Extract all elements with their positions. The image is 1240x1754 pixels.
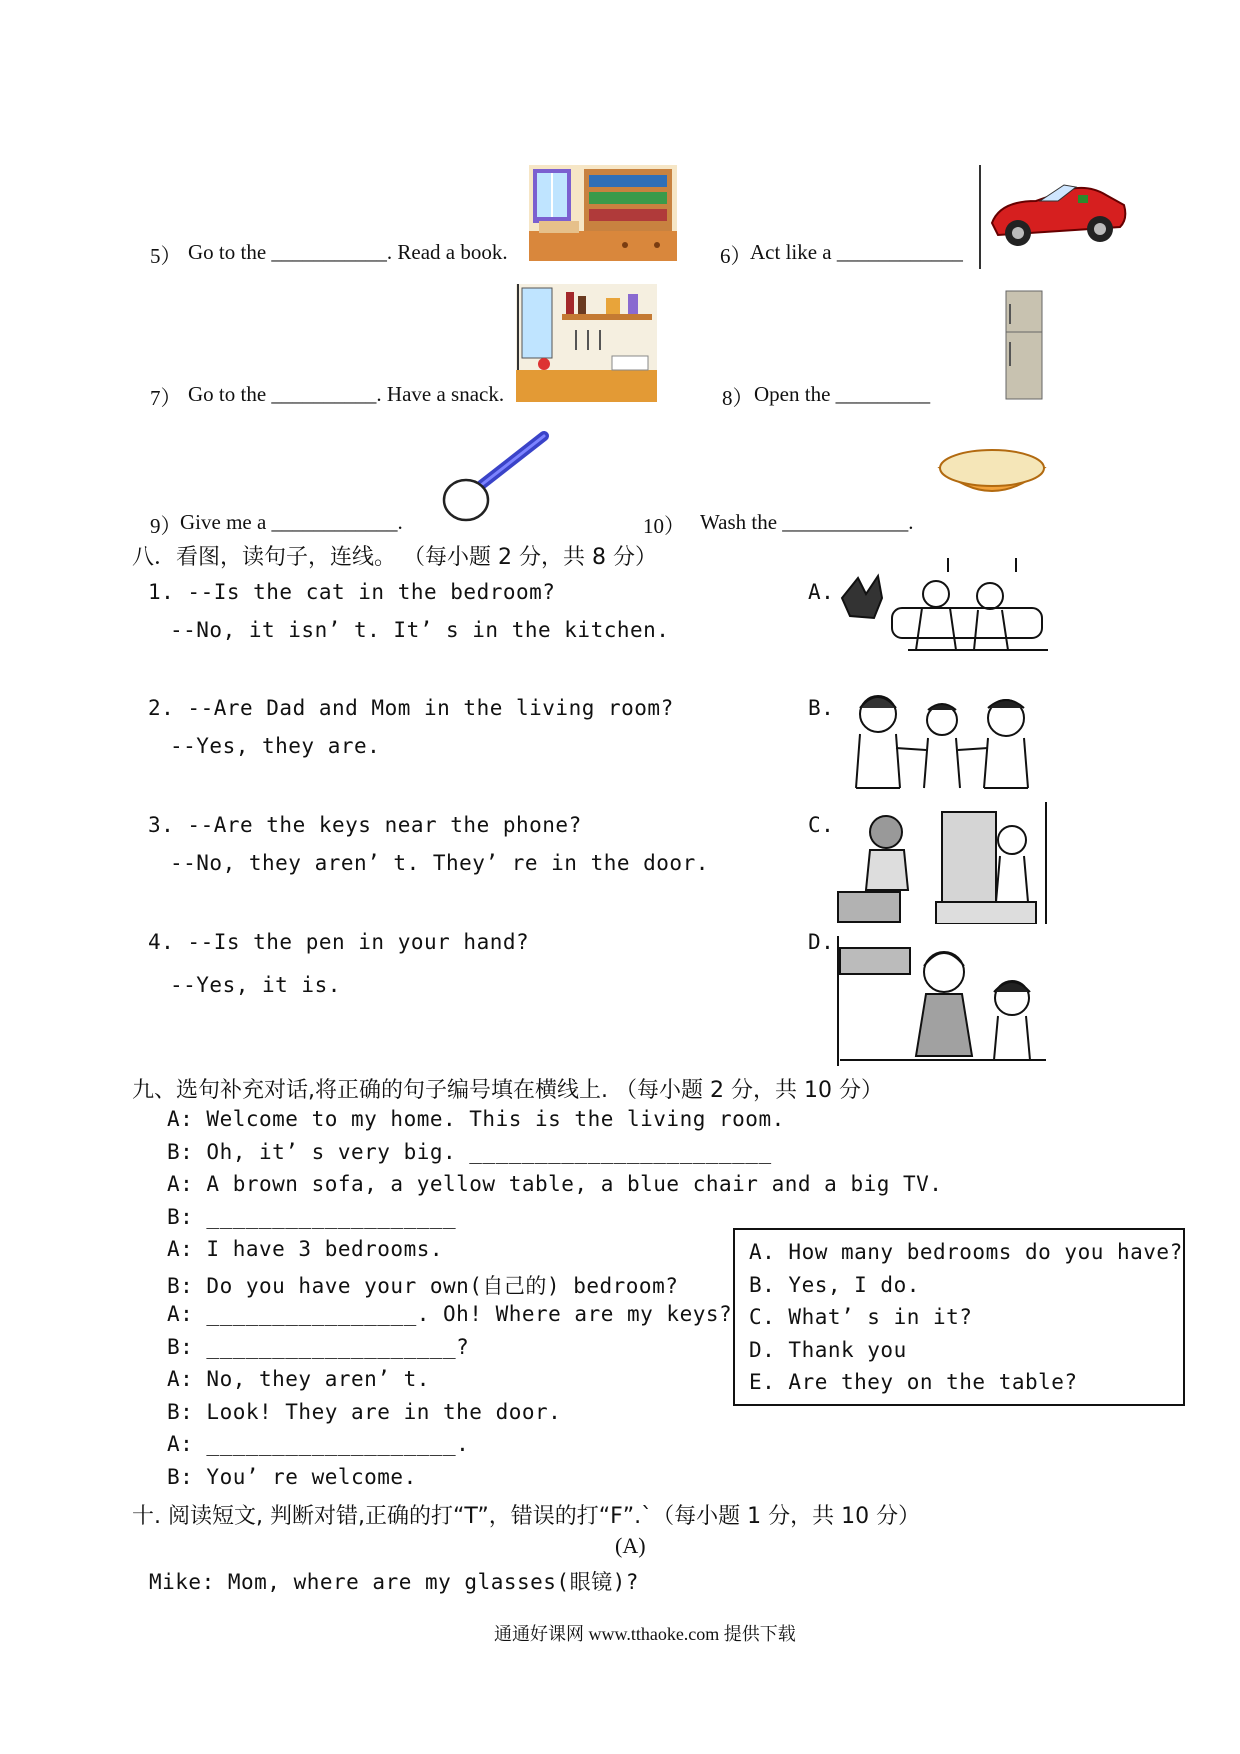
footer-source: 通通好课网 www.tthaoke.com 提供下载	[494, 1624, 796, 1644]
dialogue-line-7: A: ________________. Oh! Where are my keys?	[167, 1302, 733, 1326]
q3-question: 3. --Are the keys near the phone?	[148, 813, 582, 837]
item-7-number: 7）	[150, 386, 182, 410]
option-letter-c: C.	[808, 813, 835, 837]
dialogue-line-5: A: I have 3 bedrooms.	[167, 1237, 444, 1261]
fridge-picture	[1005, 290, 1043, 400]
passage-first-line: Mike: Mom, where are my glasses(眼镜)?	[149, 1570, 639, 1594]
dialogue-line-2: B: Oh, it’ s very big. _______________________	[167, 1140, 772, 1164]
q1-question: 1. --Is the cat in the bedroom?	[148, 580, 556, 604]
dialogue-line-12: B: You’ re welcome.	[167, 1465, 417, 1489]
option-letter-b: B.	[808, 696, 835, 720]
item-8-text: Open the _________	[754, 382, 931, 406]
q4-answer: --Yes, it is.	[170, 973, 341, 997]
dialogue-line-8: B: ___________________?	[167, 1335, 470, 1359]
q1-answer: --No, it isn’ t. It’ s in the kitchen.	[170, 618, 670, 642]
item-5-number: 5）	[150, 244, 182, 268]
option-c: C. What’ s in it?	[749, 1305, 973, 1329]
q3-answer: --No, they aren’ t. They’ re in the door.	[170, 851, 709, 875]
item-6-text: Act like a ____________	[750, 240, 963, 264]
answer-options-box	[733, 1228, 1185, 1406]
study-room-picture	[529, 165, 677, 261]
picture-c-keys-door	[836, 802, 1048, 924]
passage-label: (A)	[615, 1533, 646, 1558]
option-a: A. How many bedrooms do you have?	[749, 1240, 1183, 1264]
picture-a-parents-sofa	[838, 558, 1048, 654]
option-letter-a: A.	[808, 580, 835, 604]
dialogue-line-6: B: Do you have your own(自己的) bedroom?	[167, 1274, 679, 1298]
spoon-picture	[440, 430, 552, 524]
kitchen-picture	[516, 284, 657, 402]
picture-b-three-people	[838, 684, 1048, 794]
q2-answer: --Yes, they are.	[170, 734, 381, 758]
item-8-number: 8）	[722, 386, 754, 410]
dialogue-line-10: B: Look! They are in the door.	[167, 1400, 562, 1424]
section-8-title: 八．看图，读句子，连线。 （每小题 2 分，共 8 分）	[132, 545, 657, 570]
dialogue-line-4: B: ___________________	[167, 1205, 457, 1229]
q2-question: 2. --Are Dad and Mom in the living room?	[148, 696, 674, 720]
option-d: D. Thank you	[749, 1338, 907, 1362]
option-letter-d: D.	[808, 930, 835, 954]
option-e: E. Are they on the table?	[749, 1370, 1078, 1394]
item-9-text: Give me a ____________.	[180, 510, 403, 534]
red-car-picture	[978, 165, 1130, 269]
item-10-number: 10）	[643, 514, 685, 538]
item-9-number: 9）	[150, 514, 182, 538]
dialogue-line-1: A: Welcome to my home. This is the living room.	[167, 1107, 785, 1131]
item-6-number: 6）	[720, 244, 752, 268]
dialogue-line-3: A: A brown sofa, a yellow table, a blue chair and a big TV.	[167, 1172, 943, 1196]
dialogue-line-11: A: ___________________.	[167, 1432, 470, 1456]
dialogue-line-9: A: No, they aren’ t.	[167, 1367, 430, 1391]
item-7-text: Go to the __________. Have a snack.	[188, 382, 505, 406]
item-5-text: Go to the ___________. Read a book.	[188, 240, 508, 264]
item-10-text: Wash the ____________.	[700, 510, 914, 534]
option-b: B. Yes, I do.	[749, 1273, 920, 1297]
q4-question: 4. --Is the pen in your hand?	[148, 930, 530, 954]
section-10-title: 十. 阅读短文, 判断对错,正确的打“T”，错误的打“F”.`（每小题 1 分，共 10 分）	[132, 1504, 921, 1529]
picture-d-two-girls	[836, 936, 1048, 1066]
bowl-picture	[936, 444, 1048, 504]
section-9-title: 九、选句补充对话,将正确的句子编号填在横线上. （每小题 2 分，共 10 分）	[132, 1078, 883, 1103]
